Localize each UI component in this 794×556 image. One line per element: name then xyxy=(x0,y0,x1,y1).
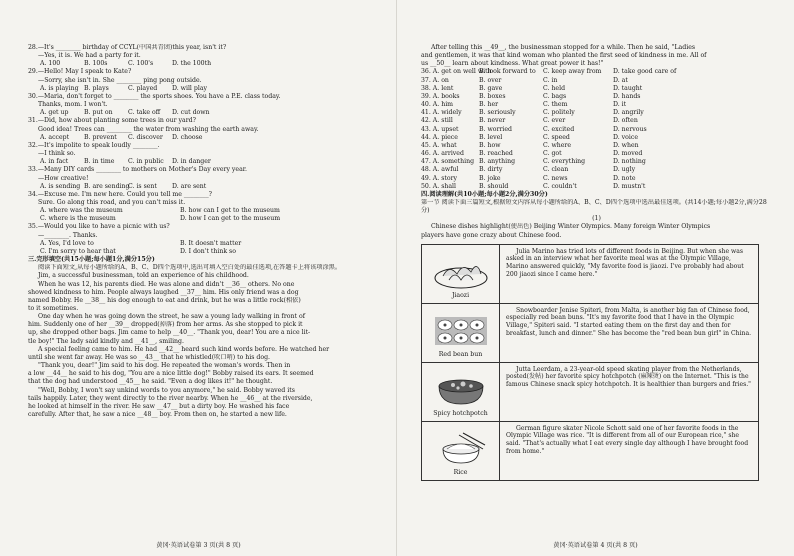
option-row xyxy=(421,93,772,101)
option: 47. A. something xyxy=(421,158,475,166)
table-row xyxy=(422,422,758,480)
reading-intro-line: players have gone crazy about Chinese food. xyxy=(421,231,562,239)
page-footer-left: 黄冈·英语试卷第 3 页(共 8 页) xyxy=(156,541,241,549)
option: B. how can I get to the museum xyxy=(180,207,280,215)
option: C. them xyxy=(543,101,568,109)
red-bean-bun-image xyxy=(431,313,491,351)
options-grid xyxy=(28,207,383,223)
reading-intro xyxy=(421,223,772,239)
option: B. prevent xyxy=(84,133,117,141)
option: C. bags xyxy=(543,92,567,100)
passage-line: up, she dropped other bags. Jim came to help __40__. "Thank you, dear! You are a nice lit- xyxy=(28,329,311,337)
option-row xyxy=(421,117,772,125)
question-stem: 30.—Maria, don't forget to ________ the sports shoes. You have a P.E. class today. xyxy=(28,92,281,100)
option: C. keep away from xyxy=(543,68,602,76)
option: B. gave xyxy=(479,84,503,92)
option: C. speed xyxy=(543,133,570,141)
question-sub: —Sorry, she isn't in. She ________ ping pong outside. xyxy=(38,76,202,84)
option: D. take good care of xyxy=(613,68,677,76)
option: D. will play xyxy=(172,84,207,92)
question-stem: 29.—Hello! May I speak to Kate? xyxy=(28,68,132,76)
option-row xyxy=(421,166,772,174)
option: 48. A. awful xyxy=(421,166,459,174)
passage-line: named Bobby. He __38__ his dog enough to eat and drink, but he was a little rock(相依) xyxy=(28,296,301,304)
option-row xyxy=(421,175,772,183)
question-sub: —________. Thanks. xyxy=(38,231,98,239)
passage-line: tails happily. Later, they went directly to the river nearby. When he __46__ at the riverside, xyxy=(28,394,313,402)
option: D. cut down xyxy=(172,109,210,117)
option: A. in fact xyxy=(40,158,69,166)
option: C. is sent xyxy=(128,182,157,190)
option: 37. A. on xyxy=(421,76,449,84)
option: D. voice xyxy=(613,133,639,141)
options-row xyxy=(28,134,383,142)
option: D. are sent xyxy=(172,182,207,190)
options-grid xyxy=(28,240,383,256)
option: B. how xyxy=(479,141,501,149)
option: B. should xyxy=(479,182,509,190)
option: D. I don't think so xyxy=(180,247,236,255)
reading-number: (1) xyxy=(592,215,601,223)
option: A. Yes, I'd love to xyxy=(40,239,94,247)
food-table xyxy=(421,244,759,481)
table-row xyxy=(422,304,758,363)
option: 49. A. story xyxy=(421,174,458,182)
option: B. are sending xyxy=(84,182,130,190)
option: C. where is the museum xyxy=(40,215,116,223)
food-description: German figure skater Nicole Schott said one of her favorite foods in the Olympic Village was rice. "It is different from all of our European rice," she said. "That's actually what I eat every single day although I have brought food from home." xyxy=(506,424,749,455)
option: C. clean xyxy=(543,166,569,174)
option: B. joke xyxy=(479,174,501,182)
option: C. got xyxy=(543,150,562,158)
passage-line: that the dog had understood __45__ he said. "Even a dog likes it!" he thought. xyxy=(28,378,273,386)
rice-image xyxy=(433,431,489,469)
option: B. plays xyxy=(84,84,109,92)
options-row xyxy=(28,109,383,117)
food-description: Jutta Leerdam, a 23-year-old speed skating player from the Netherlands, posted(发帖) her favorite spicy hotchpotch (麻辣烫) on the Internet. "This is the famous Chinese snack spicy hotchpotch. It is healthier than burgers and fries." xyxy=(506,365,751,388)
option: C. ever xyxy=(543,117,566,125)
option: B. boxes xyxy=(479,92,506,100)
option: B. It doesn't matter xyxy=(180,239,242,247)
question-stem: 31.—Did, how about planting some trees in our yard? xyxy=(28,117,196,125)
option: 40. A. him xyxy=(421,101,454,109)
option: 42. A. still xyxy=(421,117,453,125)
options-row xyxy=(28,158,383,166)
option: 45. A. what xyxy=(421,141,457,149)
passage-line: tle boy!" The lady said kindly and __41__, smiling. xyxy=(28,337,184,345)
option: D. nervous xyxy=(613,125,647,133)
question-stem: 35.—Would you like to have a picnic with us? xyxy=(28,223,170,231)
option: B. level xyxy=(479,133,503,141)
option: 44. A. piece xyxy=(421,133,458,141)
passage-line: to it sometimes. xyxy=(28,305,79,312)
option: D. choose xyxy=(172,133,203,141)
option: A. where was the museum xyxy=(40,207,123,215)
option-row xyxy=(421,68,772,76)
option: C. I'm sorry to hear that xyxy=(40,247,116,255)
option: 39. A. books xyxy=(421,92,460,100)
option: D. angrily xyxy=(613,109,644,117)
option-row xyxy=(421,183,772,191)
food-picture-cell xyxy=(422,422,500,480)
passage-line: showed kindness to him. People always laughed __37__ him. His only friend was a dog xyxy=(28,288,299,296)
option: D. nothing xyxy=(613,158,646,166)
option-row xyxy=(421,134,772,142)
option: B. never xyxy=(479,117,506,125)
option: 46. A. arrived xyxy=(421,150,464,158)
multiple-choice-section xyxy=(28,44,383,256)
option: C. held xyxy=(543,84,566,92)
question-sub: —I think so. xyxy=(38,150,76,158)
option: 50. A. shall xyxy=(421,182,457,190)
option-row xyxy=(421,77,772,85)
question-stem: 28.—It's ________ birthday of CCYL(中国共青团)this year, isn't it? xyxy=(28,44,227,51)
question-stem: 32.—It's impolite to speak loudly ________. xyxy=(28,141,160,149)
cloze-passage xyxy=(28,272,383,419)
question-stem: 33.—Many DIY cards ________ to mothers on Mother's Day every year. xyxy=(28,166,248,174)
option-row xyxy=(421,150,772,158)
option: D. often xyxy=(613,117,638,125)
option: B. put on xyxy=(84,109,113,117)
option: D. when xyxy=(613,141,639,149)
option: B. dirty xyxy=(479,166,503,174)
option: B. her xyxy=(479,101,499,109)
option: A. get up xyxy=(40,109,69,117)
option: D. taught xyxy=(613,84,643,92)
passage-line: and gentlemen, it was that kind woman who planted the first seed of kindness in me. All of xyxy=(421,52,707,60)
passage-line: Jim, a successful businessman, told an experience of his childhood. xyxy=(38,272,249,280)
jiaozi-image xyxy=(433,256,489,292)
option: D. mustn't xyxy=(613,182,646,190)
option: 38. A. lent xyxy=(421,84,454,92)
cloze-options xyxy=(421,68,772,190)
food-description: Julia Marino has tried lots of different foods in Beijing. But when she was asked in an interview what her favorite meal was at the Olympic Village, Marino answered quickly, "My favorite food is jiaozi. I've probably had about 200 jiaozi since I came here." xyxy=(506,247,744,278)
option: B. in time xyxy=(84,158,115,166)
question-sub: —Yes, it is. We had a party for it. xyxy=(38,52,141,60)
option: D. the 100th xyxy=(172,60,212,68)
section-title-cloze: 三.完形填空(共15小题;每小题1分,满分15分) xyxy=(28,256,155,264)
option: A. 100 xyxy=(40,60,61,68)
option-row xyxy=(421,158,772,166)
food-picture-cell xyxy=(422,245,500,303)
option-row xyxy=(421,142,772,150)
table-row xyxy=(422,363,758,422)
option: B. look forward to xyxy=(479,68,536,76)
options-row xyxy=(28,60,383,68)
option: D. how I can get to the museum xyxy=(180,215,281,223)
option: A. is playing xyxy=(40,84,79,92)
passage-line: One day when he was going down the street, he saw a young lady walking in front of xyxy=(38,313,305,321)
table-row xyxy=(422,245,758,304)
passage-ending xyxy=(421,44,772,68)
passage-line: until she went far away. He was so __43__ that he whistled(吹口哨) to his dog. xyxy=(28,353,270,361)
option-row xyxy=(421,126,772,134)
question-sub: —How creative! xyxy=(38,174,89,182)
option: C. in public xyxy=(128,158,164,166)
food-picture-cell xyxy=(422,363,500,421)
option: D. moved xyxy=(613,150,643,158)
option: C. discover xyxy=(128,133,163,141)
option: C. politely xyxy=(543,109,575,117)
option: C. couldn't xyxy=(543,182,577,190)
question-sub: Thanks, mom. I won't. xyxy=(38,101,108,109)
page-footer-right: 黄冈·英语试卷第 4 页(共 8 页) xyxy=(553,541,638,549)
food-label: Jiaozi xyxy=(451,291,470,299)
passage-line: After telling this __49__, the businessman stopped for a while. Then he said, "Ladies xyxy=(431,44,696,51)
option-row xyxy=(421,109,772,117)
option: C. news xyxy=(543,174,568,182)
question-sub: Sure. Go along this road, and you can't miss it. xyxy=(38,198,186,206)
option-row xyxy=(421,85,772,93)
option: C. in xyxy=(543,76,558,84)
food-label: Spicy hotchpotch xyxy=(433,409,488,417)
food-label: Red bean bun xyxy=(438,350,483,358)
option: D. ugly xyxy=(613,166,636,174)
spicy-hotchpotch-image xyxy=(433,372,489,410)
passage-line: A special feeling came to him. He had __42__ heard such kind words before. He watched her xyxy=(38,345,330,353)
option: B. worried xyxy=(479,125,513,133)
option: D. hands xyxy=(613,92,641,100)
option: D. it xyxy=(613,101,627,109)
reading-intro-line: Chinese dishes highlight(使出色) Beijing Winter Olympics. Many foreign Winter Olympics xyxy=(431,223,711,231)
question-sub: Good idea! Trees can ________ the water from washing the earth away. xyxy=(38,125,259,133)
option: B. reached xyxy=(479,150,513,158)
option: C. take off xyxy=(128,109,161,117)
option: C. excited xyxy=(543,125,575,133)
passage-line: him. Suddenly one of her __39__ dropped(掉落) from her arms. As she stopped to pick it xyxy=(28,321,303,329)
option: D. in danger xyxy=(172,158,211,166)
option: C. where xyxy=(543,141,572,149)
option: C. everything xyxy=(543,158,586,166)
option: D. at xyxy=(613,76,628,84)
question-stem: 34.—Excuse me. I'm new here. Could you tell me ________? xyxy=(28,190,212,198)
option: B. 100s xyxy=(84,60,108,68)
passage-line: a low __44__ he said to his dog, "You are a nice little dog!" Bobby raised its ears. It seemed xyxy=(28,370,314,378)
option: D. note xyxy=(613,174,636,182)
option: C. 100's xyxy=(128,60,154,68)
part-instructions: 第一节 阅读下面三篇短文,根据短文内容从每小题所给的A、B、C、D四个选项中选出最佳选项。(共14小题;每小题2分,满分28分) xyxy=(421,198,767,215)
right-page xyxy=(397,0,794,556)
option: A. is sending xyxy=(40,182,81,190)
food-picture-cell xyxy=(422,304,500,362)
section-instructions: 阅读下面短文,从每小题所给的A、B、C、D四个选项中,选出可填入空白处的最佳选项,在答题卡上将该项涂黑。 xyxy=(38,264,342,272)
option: B. seriously xyxy=(479,109,516,117)
passage-line: "Thank you, dear!" Jim said to his dog. He repeated the woman's words. Then in xyxy=(38,362,291,370)
passage-line: When he was 12, his parents died. He was alone and didn't __36__ others. No one xyxy=(38,280,295,288)
options-row xyxy=(28,85,383,93)
option: B. anything xyxy=(479,158,516,166)
option: A. accept xyxy=(40,133,70,141)
option: 41. A. widely xyxy=(421,109,462,117)
passage-line: us __50__ learn about kindness. What great power it has!" xyxy=(421,60,604,68)
food-label: Rice xyxy=(453,468,468,476)
option: B. over xyxy=(479,76,502,84)
food-description: Snowboarder Jenise Spiteri, from Malta, is another big fan of Chinese food, especially red bean buns. "It's my favorite food that I have in the Olympic Village," Spiteri said. "I started eating them on the first day and then for breakfast, lunch and dinner." She has become the "red bean bun girl" in China. xyxy=(506,306,752,337)
option-row xyxy=(421,101,772,109)
passage-line: "Well, Bobby, I won't say unkind words to you anymore," he said. Bobby waved its xyxy=(38,386,295,394)
options-row xyxy=(28,183,383,191)
option: C. played xyxy=(128,84,158,92)
passage-line: carefully. After that, he saw a nice __48__ boy. From then on, he started a new life. xyxy=(28,411,287,419)
option: 43. A. upset xyxy=(421,125,459,133)
passage-line: he looked at himself in the river. He saw __47__ but a dirty boy. He washed his face xyxy=(28,402,290,410)
section-title-reading: 四.阅读理解(共10小题;每小题2分,满分30分) xyxy=(421,190,548,198)
option: 36. A. get on well with xyxy=(421,68,492,76)
